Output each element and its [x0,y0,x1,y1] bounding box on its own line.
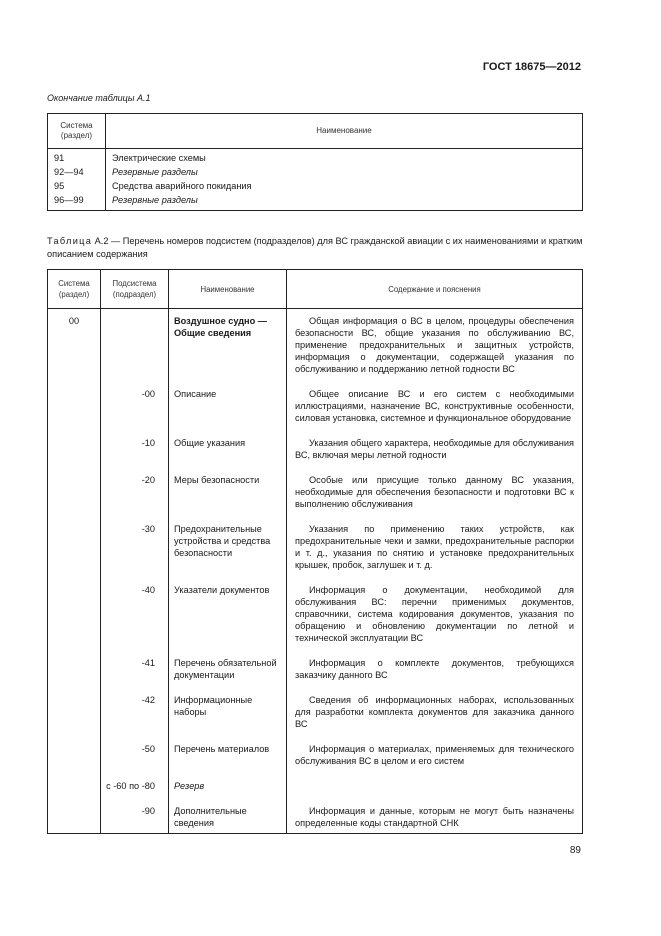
t2-name-cell: Информационные наборы [169,694,287,730]
t2-desc-cell: Общее описание ВС и его систем с необходимыми иллюстрациями, назначение ВС, конструктивные особенности, силовая установка, системное и функциональное оборудование [287,388,583,424]
table-row-spacer [48,375,583,388]
t2-subsystem-cell [101,309,169,376]
table-row-spacer [48,792,583,805]
t2-name-cell: Перечень материалов [169,743,287,767]
table-row [48,523,583,571]
t2-name-cell: Общие указания [169,437,287,461]
t1-name-cell: Средства аварийного покидания [106,180,583,194]
table-row-spacer [48,461,583,474]
table-row [48,149,583,167]
table-row [48,743,583,767]
t2-name-cell: Указатели документов [169,584,287,644]
t1-name-cell: Электрические схемы [106,149,583,167]
t2-subsystem-cell: -00 [101,388,169,424]
t2-subsystem-cell: -10 [101,437,169,461]
t2-system-cell [48,780,101,792]
t2-system-cell [48,584,101,644]
t2-subsystem-cell: -90 [101,805,169,834]
document-code: ГОСТ 18675—2012 [482,61,581,73]
t2-system-cell: 00 [48,309,101,376]
t2-desc-cell: Общая информация о ВС в целом, процедуры обеспечения безопасности ВС, общие указания по обслуживанию ВС, применение предохранительных и защитных устройств, информация о документации, содержащей указания по обслуживанию и поддержанию летной годности ВС [287,309,583,376]
t2-system-cell [48,694,101,730]
t2-desc-cell [287,780,583,792]
t2-desc-cell: Информация и данные, которым не могут быть назначены определенные коды стандартной СНК [287,805,583,834]
table-row [48,780,583,792]
t2-header-content: Содержание и пояснения [287,270,583,309]
t1-name-cell: Резервные разделы [106,166,583,180]
t2-system-cell [48,657,101,681]
table2-caption-label: Таблица [47,236,93,246]
table-row-spacer [48,571,583,584]
t2-desc-cell: Сведения об информационных наборах, использованных для разработки комплекта документов для заказчика данного ВС [287,694,583,730]
t2-desc-cell: Указания общего характера, необходимые для обслуживания ВС, включая меры летной годности [287,437,583,461]
table-row-spacer [48,681,583,694]
table-row [48,657,583,681]
table-row [48,388,583,424]
table-a1-end [47,113,583,211]
table-row [48,694,583,730]
t1-system-cell: 96—99 [48,194,106,211]
t1-system-cell: 95 [48,180,106,194]
table-row [48,474,583,510]
t2-desc-cell: Особые или присущие только данному ВС указания, необходимые для обеспечения безопасности и подготовки ВС к выполнению обслуживания [287,474,583,510]
table-row-spacer [48,644,583,657]
t2-system-cell [48,805,101,834]
t2-name-cell: Резерв [169,780,287,792]
t2-header-subsystem: Подсистема (подраздел) [101,270,169,309]
t1-system-cell: 92—94 [48,166,106,180]
table1-caption: Окончание таблицы А.1 [47,93,151,103]
table-row [48,166,583,180]
t1-name-cell: Резервные разделы [106,194,583,211]
t2-system-cell [48,474,101,510]
table-a2 [47,269,583,834]
t2-name-cell: Меры безопасности [169,474,287,510]
t1-header-name: Наименование [106,114,583,149]
table-row [48,180,583,194]
t2-desc-cell: Информация о комплекте документов, требующихся заказчику данного ВС [287,657,583,681]
t2-name-cell: Описание [169,388,287,424]
t2-subsystem-cell: -50 [101,743,169,767]
t2-system-cell [48,523,101,571]
t2-subsystem-cell: -40 [101,584,169,644]
t2-desc-cell: Информация о материалах, применяемых для технического обслуживания ВС в целом и его систем [287,743,583,767]
table2-caption-text: А.2 — Перечень номеров подсистем (подразделов) для ВС гражданской авиации с их наименованиями и кратким описанием содержания [47,236,583,259]
t2-system-cell [48,437,101,461]
t2-subsystem-cell: с -60 по -80 [101,780,169,792]
t2-desc-cell: Указания по применению таких устройств, как предохранительные чеки и замки, предохранительные распорки и т. д., указания по снятию и установке предохранительных крышек, пробок, заглушек и т. д. [287,523,583,571]
table2-caption [47,235,583,261]
t2-name-cell: Воздушное судно — Общие сведения [169,309,287,376]
t2-header-system: Система (раздел) [48,270,101,309]
t1-header-system: Система (раздел) [48,114,106,149]
t2-system-cell [48,743,101,767]
table-row [48,584,583,644]
table-row-spacer [48,730,583,743]
t1-system-cell: 91 [48,149,106,167]
t2-subsystem-cell: -41 [101,657,169,681]
t2-desc-cell: Информация о документации, необходимой для обслуживания ВС: перечни применимых документов, справочники, система кодирования документов, указания по обращению и обновлению документации по летной и технической эксплуатации ВС [287,584,583,644]
t2-name-cell: Перечень обязательной документации [169,657,287,681]
table-row-spacer [48,510,583,523]
t2-subsystem-cell: -42 [101,694,169,730]
table-row-spacer [48,767,583,780]
page-number: 89 [569,845,581,856]
t2-name-cell: Предохранительные устройства и средства безопасности [169,523,287,571]
t2-header-name: Наименование [169,270,287,309]
table-row [48,194,583,211]
table-row [48,437,583,461]
t2-name-cell: Дополнительные сведения [169,805,287,834]
t2-subsystem-cell: -30 [101,523,169,571]
table-row-spacer [48,424,583,437]
t2-subsystem-cell: -20 [101,474,169,510]
table-row [48,309,583,376]
table-row [48,805,583,834]
t2-system-cell [48,388,101,424]
